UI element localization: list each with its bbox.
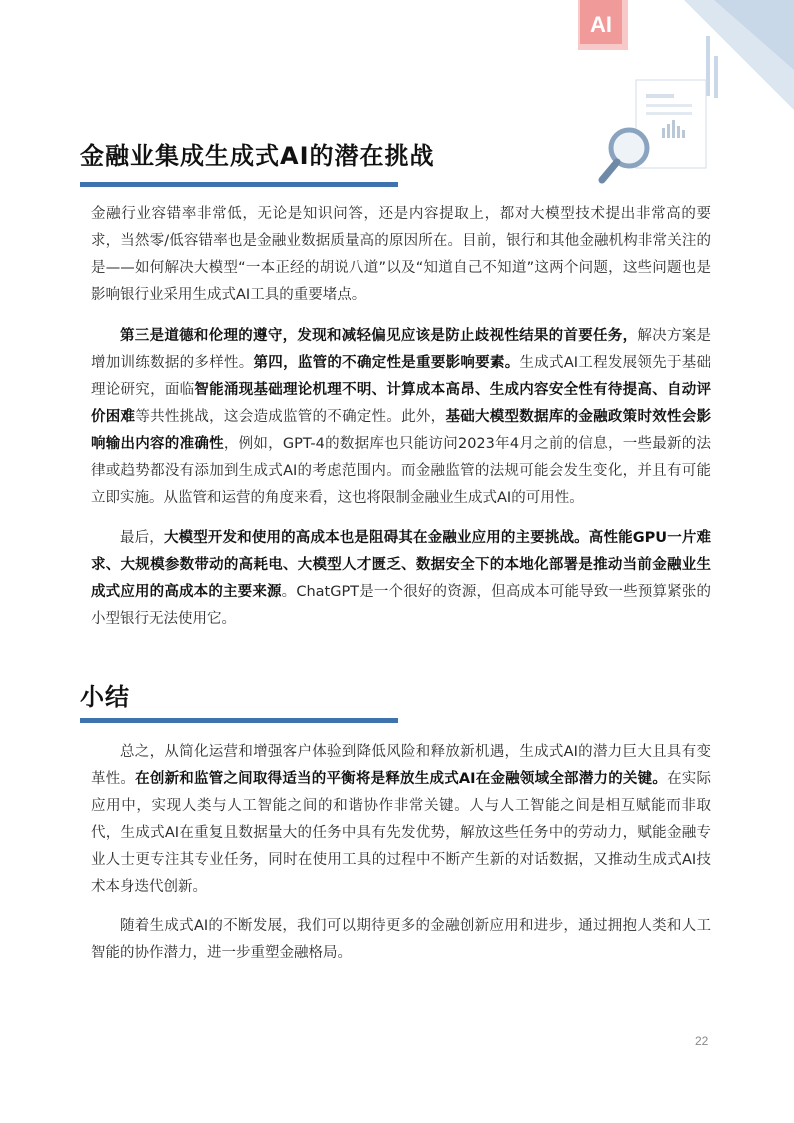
section-title-summary: 小结 <box>80 683 130 711</box>
body-text: 生成式AI工程发展领先于基础理论研究，面临 <box>91 355 712 398</box>
ai-document-illustration <box>564 0 794 200</box>
body-text: 总之，从简化运营和增强客户体验到降低风险和释放新机遇，生成式AI的潜力巨大且具有变革性。 <box>91 744 711 787</box>
body-text: 。ChatGPT是一个很好的资源，但高成本可能导致一些预算紧张的小型银行无法使用它。 <box>91 584 711 627</box>
emphasis-text: 智能涌现基础理论机理不明、计算成本高昂、生成内容安全性有待提高、自动评价困难 <box>91 382 712 425</box>
body-text: 随着生成式AI的不断发展，我们可以期待更多的金融创新应用和进步，通过拥抱人类和人工智能的协作潜力，进一步重塑金融格局。 <box>91 918 711 961</box>
body-text: 在实际应用中，实现人类与人工智能之间的和谐协作非常关键。人与人工智能之间是相互赋能而非取代，生成式AI在重复且数据量大的任务中具有先发优势，解放这些任务中的劳动力，赋能金融专业人士更专注其专业任务，同时在使用工具的过程中不断产生新的对话数据，又推动生成式AI技术本身迭代创新。 <box>91 771 712 895</box>
page-number: 22 <box>695 1034 709 1048</box>
emphasis-text: 第四，监管的不确定性是重要影响要素。 <box>253 355 520 371</box>
emphasis-text: 第三是道德和伦理的遵守，发现和减轻偏见应该是防止歧视性结果的首要任务， <box>120 328 638 344</box>
body-text: ，例如，GPT-4的数据库也只能访问2023年4月之前的信息，一些最新的法律或趋势都没有添加到生成式AI的考虑范围内。而金融监管的法规可能会发生变化，并且有可能立即实施。从监管和运营的角度来看，这也将限制金融业生成式AI的可用性。 <box>91 436 712 506</box>
ai-badge-label: AI <box>590 12 612 37</box>
section-underline <box>80 182 398 187</box>
section-title-challenges: 金融业集成生成式AI的潜在挑战 <box>80 142 435 170</box>
body-text: 等共性挑战，这会造成监管的不确定性。此外， <box>135 409 446 425</box>
paragraph <box>91 201 711 309</box>
paragraph <box>91 525 711 633</box>
body-text: 金融行业容错率非常低，无论是知识问答，还是内容提取上，都对大模型技术提出非常高的要求，当然零/低容错率也是金融业数据质量高的原因所在。目前，银行和其他金融机构非常关注的是——如何解决大模型“一本正经的胡说八道”以及“知道自己不知道”这两个问题，这些问题也是影响银行业采用生成式AI工具的重要堵点。 <box>91 206 711 303</box>
body-text: 最后， <box>120 530 164 546</box>
emphasis-text: 基础大模型数据库的金融政策时效性会影响输出内容的准确性 <box>91 409 712 452</box>
body-text: 解决方案是增加训练数据的多样性。 <box>91 328 712 371</box>
emphasis-text: 大模型开发和使用的高成本也是阻碍其在金融业应用的主要挑战。高性能GPU一片难求、大规模参数带动的高耗电、大模型人才匮乏、数据安全下的本地化部署是推动当前金融业生成式应用的高成本的主要来源 <box>91 530 711 600</box>
section-underline <box>80 718 398 723</box>
paragraph <box>91 323 711 512</box>
emphasis-text: 在创新和监管之间取得适当的平衡将是释放生成式AI在金融领域全部潜力的关键。 <box>135 771 668 787</box>
paragraph <box>91 739 711 901</box>
paragraph <box>91 913 711 967</box>
